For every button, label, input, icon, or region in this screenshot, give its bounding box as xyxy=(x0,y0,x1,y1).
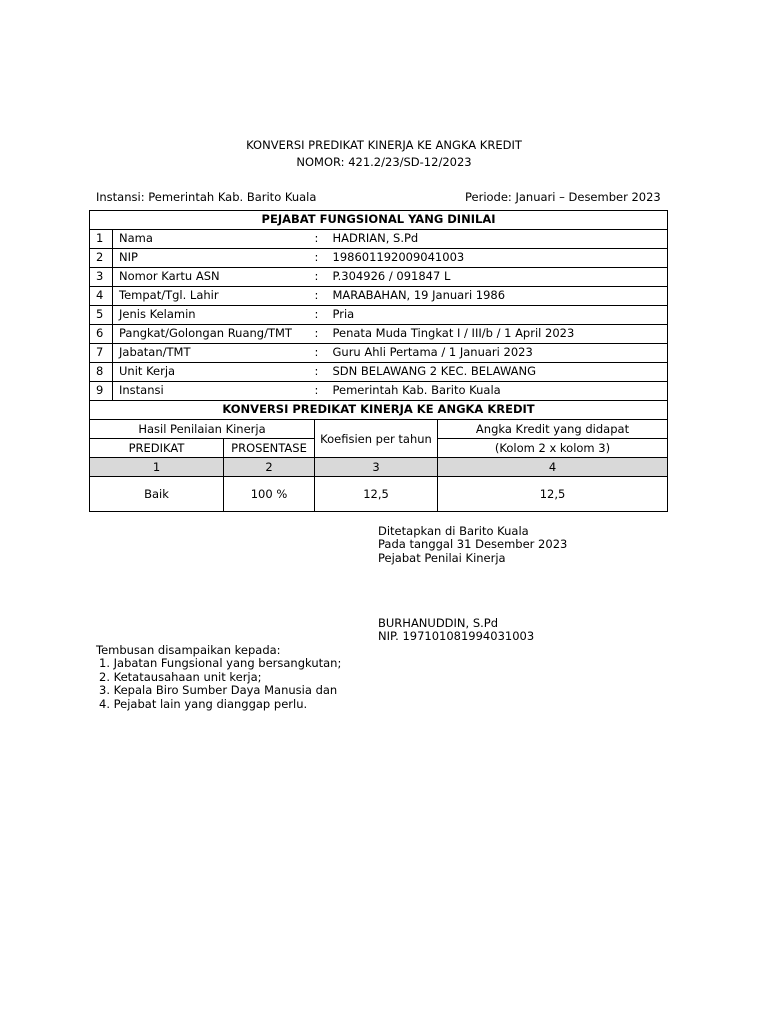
hasil-penilaian-header: Hasil Penilaian Kinerja xyxy=(90,420,315,439)
column-number: 4 xyxy=(438,458,668,477)
field-label: Pangkat/Golongan Ruang/TMT xyxy=(113,325,315,344)
field-colon: : xyxy=(314,345,319,359)
document-number: NOMOR: 421.2/23/SD-12/2023 xyxy=(296,155,472,169)
field-value: Pria xyxy=(332,307,355,321)
field-value: Guru Ahli Pertama / 1 Januari 2023 xyxy=(332,345,533,359)
signature-role: Pejabat Penilai Kinerja xyxy=(378,550,506,565)
row-number: 9 xyxy=(90,382,113,401)
signatory-nip: NIP. 197101081994031003 xyxy=(378,629,535,644)
row-number: 7 xyxy=(90,344,113,363)
field-colon: : xyxy=(314,269,319,283)
field-value: P.304926 / 091847 L xyxy=(332,269,451,283)
list-item: 1. Jabatan Fungsional yang bersangkutan; xyxy=(99,656,342,671)
field-label: Unit Kerja xyxy=(113,363,315,382)
predikat-value: Baik xyxy=(90,477,224,512)
field-colon: : xyxy=(314,288,319,302)
section-heading-row xyxy=(90,211,668,230)
field-label: NIP xyxy=(113,249,315,268)
field-value-cell xyxy=(315,382,668,401)
angka-kredit-header: Angka Kredit yang didapat xyxy=(438,420,668,439)
predikat-header: PREDIKAT xyxy=(90,439,224,458)
field-value-cell xyxy=(315,344,668,363)
signature-block xyxy=(378,525,567,565)
field-value-cell xyxy=(315,306,668,325)
field-value: Penata Muda Tingkat I / III/b / 1 April 2023 xyxy=(332,326,575,340)
field-value: MARABAHAN, 19 Januari 1986 xyxy=(332,288,506,302)
table-row xyxy=(90,382,668,401)
angka-kredit-formula: (Kolom 2 x kolom 3) xyxy=(438,439,668,458)
field-label: Tempat/Tgl. Lahir xyxy=(113,287,315,306)
tembusan-block xyxy=(96,644,341,711)
table-row xyxy=(90,230,668,249)
field-label: Jabatan/TMT xyxy=(113,344,315,363)
column-number: 2 xyxy=(224,458,315,477)
prosentase-header: PROSENTASE xyxy=(224,439,315,458)
field-value: Pemerintah Kab. Barito Kuala xyxy=(332,383,501,397)
table-row xyxy=(90,306,668,325)
periode-header: Periode: Januari – Desember 2023 xyxy=(465,190,661,204)
list-item: 4. Pejabat lain yang dianggap perlu. xyxy=(99,696,308,711)
field-value-cell xyxy=(315,249,668,268)
section-heading-official: PEJABAT FUNGSIONAL YANG DINILAI xyxy=(90,211,668,230)
document-title: KONVERSI PREDIKAT KINERJA KE ANGKA KREDIT xyxy=(246,138,522,152)
field-value-cell xyxy=(315,363,668,382)
field-colon: : xyxy=(314,383,319,397)
table-row xyxy=(90,268,668,287)
table-row xyxy=(90,287,668,306)
field-colon: : xyxy=(314,307,319,321)
field-value-cell xyxy=(315,325,668,344)
row-number: 2 xyxy=(90,249,113,268)
list-item: 3. Kepala Biro Sumber Daya Manusia dan xyxy=(99,683,338,698)
signatory-block xyxy=(378,617,534,644)
koefisien-value: 12,5 xyxy=(315,477,438,512)
instansi-header: Instansi: Pemerintah Kab. Barito Kuala xyxy=(96,190,317,204)
angka-kredit-value: 12,5 xyxy=(438,477,668,512)
field-value-cell xyxy=(315,230,668,249)
column-number: 3 xyxy=(315,458,438,477)
field-colon: : xyxy=(314,326,319,340)
field-label: Nama xyxy=(113,230,315,249)
list-item: 2. Ketatausahaan unit kerja; xyxy=(99,669,262,684)
section-heading-row xyxy=(90,401,668,420)
table-row xyxy=(90,249,668,268)
section-heading-conversion: KONVERSI PREDIKAT KINERJA KE ANGKA KREDIT xyxy=(90,401,668,420)
assessment-table xyxy=(89,210,668,512)
row-number: 8 xyxy=(90,363,113,382)
row-number: 1 xyxy=(90,230,113,249)
field-value-cell xyxy=(315,287,668,306)
table-row xyxy=(90,363,668,382)
field-value-cell xyxy=(315,268,668,287)
field-label: Instansi xyxy=(113,382,315,401)
signature-date: Pada tanggal 31 Desember 2023 xyxy=(378,537,568,552)
field-label: Jenis Kelamin xyxy=(113,306,315,325)
field-colon: : xyxy=(314,364,319,378)
row-number: 6 xyxy=(90,325,113,344)
prosentase-value: 100 % xyxy=(224,477,315,512)
conversion-value-row xyxy=(90,477,668,512)
field-colon: : xyxy=(314,250,319,264)
field-value: HADRIAN, S.Pd xyxy=(332,231,419,245)
tembusan-heading: Tembusan disampaikan kepada: xyxy=(96,643,281,657)
conversion-header-row xyxy=(90,420,668,439)
koefisien-header: Koefisien per tahun xyxy=(315,420,438,458)
tembusan-list xyxy=(96,657,341,711)
signatory-name: BURHANUDDIN, S.Pd xyxy=(378,616,499,630)
field-colon: : xyxy=(314,231,319,245)
column-number: 1 xyxy=(90,458,224,477)
field-value: 198601192009041003 xyxy=(332,250,465,264)
row-number: 4 xyxy=(90,287,113,306)
table-row xyxy=(90,344,668,363)
row-number: 3 xyxy=(90,268,113,287)
field-value: SDN BELAWANG 2 KEC. BELAWANG xyxy=(332,364,537,378)
signature-place: Ditetapkan di Barito Kuala xyxy=(378,524,529,538)
row-number: 5 xyxy=(90,306,113,325)
column-number-row xyxy=(90,458,668,477)
table-row xyxy=(90,325,668,344)
field-label: Nomor Kartu ASN xyxy=(113,268,315,287)
